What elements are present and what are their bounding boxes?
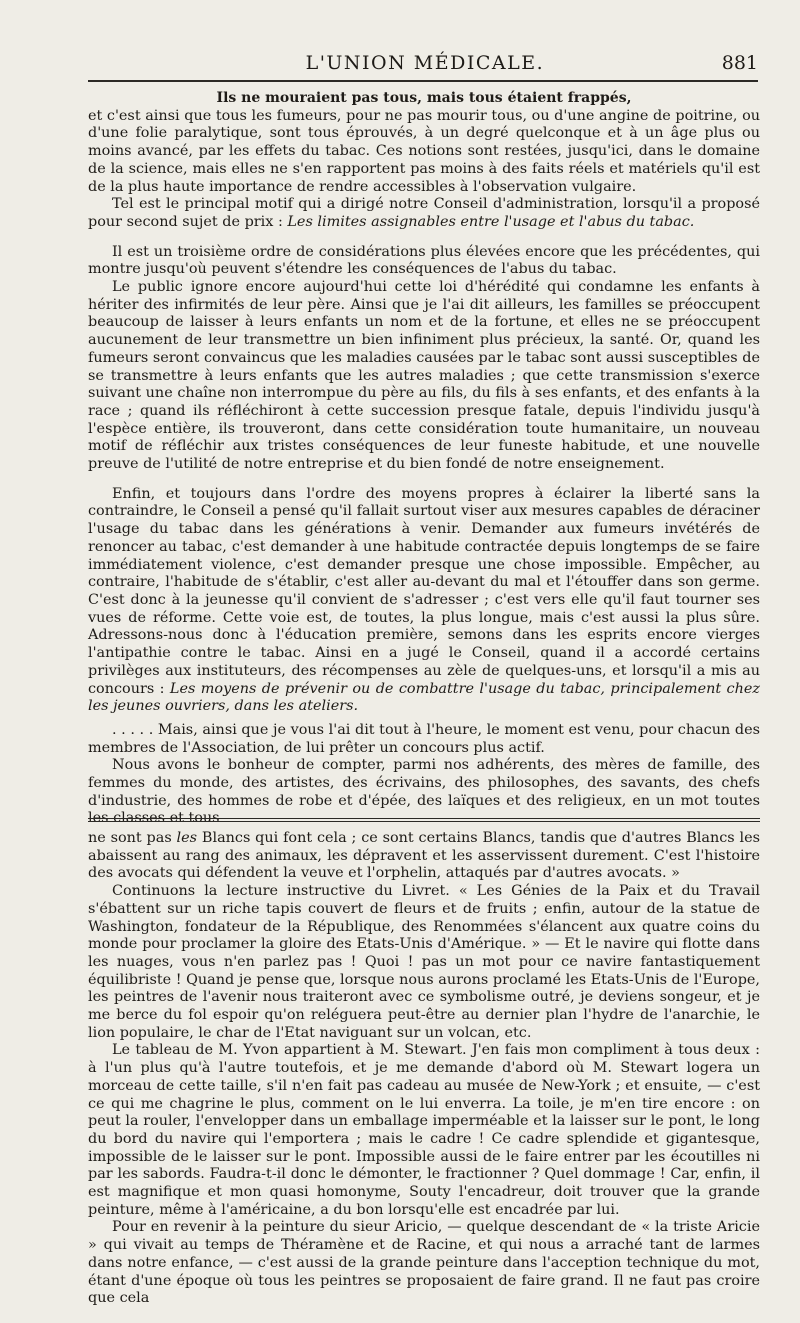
paragraph-text: Blancs qui font cela ; ce sont certains Blancs, tandis que d'autres Blancs les abaissent au rang des animaux, les dépravent et les asservissent durement. C'est l'histoire des avocats qui défendent la veuve et l'orphelin, attaqués par d'autres avocats. » <box>88 830 760 882</box>
column-divider <box>88 818 760 822</box>
paragraph-text: ne sont pas <box>88 830 177 846</box>
paragraph <box>88 830 760 883</box>
emphasis: les <box>176 830 198 846</box>
verse-quote: Ils ne mouraient pas tous, mais tous étaient frappés, <box>216 90 632 106</box>
paragraph-text: Enfin, et toujours dans l'ordre des moyens propres à éclairer la liberté sans la contraindre, le Conseil a pensé qu'il fallait surtout viser aux mesures capables de déraciner l'usage du tabac dans les générations à venir. Demander aux fumeurs invétérés de renoncer au tabac, c'est demander à une habitude contractée depuis longtemps de se faire immédiatement violence, c'est demander presque une chose impossible. Empêcher, au contraire, l'habitude de s'établir, c'est aller au-devant du mal et l'étouffer dans son germe. C'est donc à la jeunesse qu'il convient de s'adresser ; c'est vers elle qu'il faut tourner ses vues de réforme. Cette voie est, de toutes, la plus longue, mais c'est aussi la plus sûre. Adressons-nous donc à l'éducation première, semons dans les esprits encore vierges l'antipathie contre le tabac. Ainsi en a jugé le Conseil, quand il a accordé certains privilèges aux instituteurs, des récompenses au zèle de quelques-uns, et lorsqu'il a mis au concours : <box>88 485 760 697</box>
paragraph-text: Tel est le principal motif qui a dirigé notre Conseil d'administration, lorsqu'il a proposé pour second sujet de prix : <box>88 196 760 230</box>
article-upper <box>88 90 760 828</box>
page-header <box>88 44 758 74</box>
paragraph: et c'est ainsi que tous les fumeurs, pour ne pas mourir tous, ou d'une angine de poitrine, ou d'une folie paralytique, sont tous éprouvés, à un degré quelconque et à un âge plus ou moins avancé, par les effets du tabac. Ces notions sont restées, jusqu'ici, dans le domaine de la science, mais elles ne s'en rapportent pas moins à des faits réels et matériels qu'il est de la plus haute importance de rendre accessibles à l'observation vulgaire. <box>88 107 760 195</box>
paragraph: Continuons la lecture instructive du Livret. « Les Génies de la Paix et du Travail s'ébattent sur un riche tapis couvert de fleurs et de fruits ; enfin, autour de la statue de Washington, fondateur de la République, des Renommées s'élancent aux quatre coins du monde pour proclamer la gloire des Etats-Unis d'Amérique. » — Et le navire qui flotte dans les nuages, vous n'en parlez pas ! Quoi ! pas un mot pour ce navire fantastiquement équilibriste ! Quand je pense que, lorsque nous aurons proclamé les Etats-Unis de l'Europe, les peintres de l'avenir nous traiteront avec ce symbolisme outré, je deviens songeur, et je me berce du fol espoir qu'on reléguera peut-être au dernier plan l'hydre de l'anarchie, le lion populaire, le char de l'Etat naviguant sur un volcan, etc. <box>88 883 761 1041</box>
paragraph: Le public ignore encore aujourd'hui cette loi d'hérédité qui condamne les enfants à hériter des infirmités de leur père. Ainsi que je l'ai dit ailleurs, les familles se préoccupent beaucoup de laisser à leurs enfants un nom et de la fortune, et elles ne se préoccupent aucunement de leur transmettre un bien infiniment plus précieux, la santé. Or, quand les fumeurs seront convaincus que les maladies causées par le tabac sont aussi susceptibles de se transmettre à leurs enfants que les autres maladies ; que cette transmission s'exerce suivant une chaîne non interrompue du père au fils, du fils à ses enfants, et des enfants à la race ; quand ils réfléchiront à cette succession presque fatale, depuis l'individu jusqu'à l'espèce entière, ils trouveront, dans cette considération toute humanitaire, un nouveau motif de réfléchir aux tristes conséquences de leur funeste habitude, et une nouvelle preuve de l'utilité de notre entreprise et du bien fondé de notre enseignement. <box>88 279 760 473</box>
header-rule <box>88 80 758 82</box>
running-title: L'UNION MÉDICALE. <box>305 52 545 74</box>
paragraph: Nous avons le bonheur de compter, parmi nos adhérents, des mères de famille, des femmes du monde, des artistes, des écrivains, des philosophes, des savants, des chefs d'industrie, des hommes de robe et d'épée, des laïques et des religieux, en un mot toutes les classes et tous <box>88 757 760 827</box>
prize-topic: Les moyens de prévenir ou de combattre l'usage du tabac, principalement chez les jeunes ouvriers, dans les ateliers. <box>88 680 760 715</box>
paragraph: Le tableau de M. Yvon appartient à M. Stewart. J'en fais mon compliment à tous deux : à l'un plus qu'à l'autre toutefois, et je me demande d'abord où M. Stewart logera un morceau de cette taille, s'il n'en fait pas cadeau au musée de New-York ; et ensuite, — c'est ce qui me chagrine le plus, comment on le lui enverra. La toile, je m'en tire encore : on peut la rouler, l'envelopper dans un emballage imperméable et la laisser sur le pont, le long du bord du navire qui l'emportera ; mais le cadre ! Ce cadre splendide et gigantesque, impossible de le laisser sur le pont. Impossible aussi de le faire entrer par les écoutilles ni par les sabords. Faudra-t-il donc le démonter, le fractionner ? Quel dommage ! Car, enfin, il est magnifique et mon quasi homonyme, Souty l'encadreur, doit trouver que la grande peinture, même à l'américaine, a du bon lorsqu'elle est encadrée par lui. <box>88 1042 760 1218</box>
paragraph: . . . . . Mais, ainsi que je vous l'ai dit tout à l'heure, le moment est venu, pour chacun des membres de l'Association, de lui prêter un concours plus actif. <box>88 721 760 756</box>
paragraph <box>88 196 760 231</box>
prize-topic: Les limites assignables entre l'usage et l'abus du tabac. <box>287 213 695 230</box>
page-number: 881 <box>721 52 758 74</box>
paragraph <box>88 486 760 716</box>
feuilleton <box>88 830 760 1308</box>
paragraph: Il est un troisième ordre de considérations plus élevées encore que les précédentes, qui montre jusqu'où peuvent s'étendre les conséquences de l'abus du tabac. <box>88 243 760 278</box>
paragraph: Pour en revenir à la peinture du sieur Aricio, — quelque descendant de « la triste Aricie » qui vivait au temps de Théramène et de Racine, et qui nous a arraché tant de larmes dans notre enfance, — c'est aussi de la grande peinture dans l'acception technique du mot, étant d'une époque où tous les peintres se proposaient de faire grand. Il ne faut pas croire que cela <box>88 1219 760 1307</box>
